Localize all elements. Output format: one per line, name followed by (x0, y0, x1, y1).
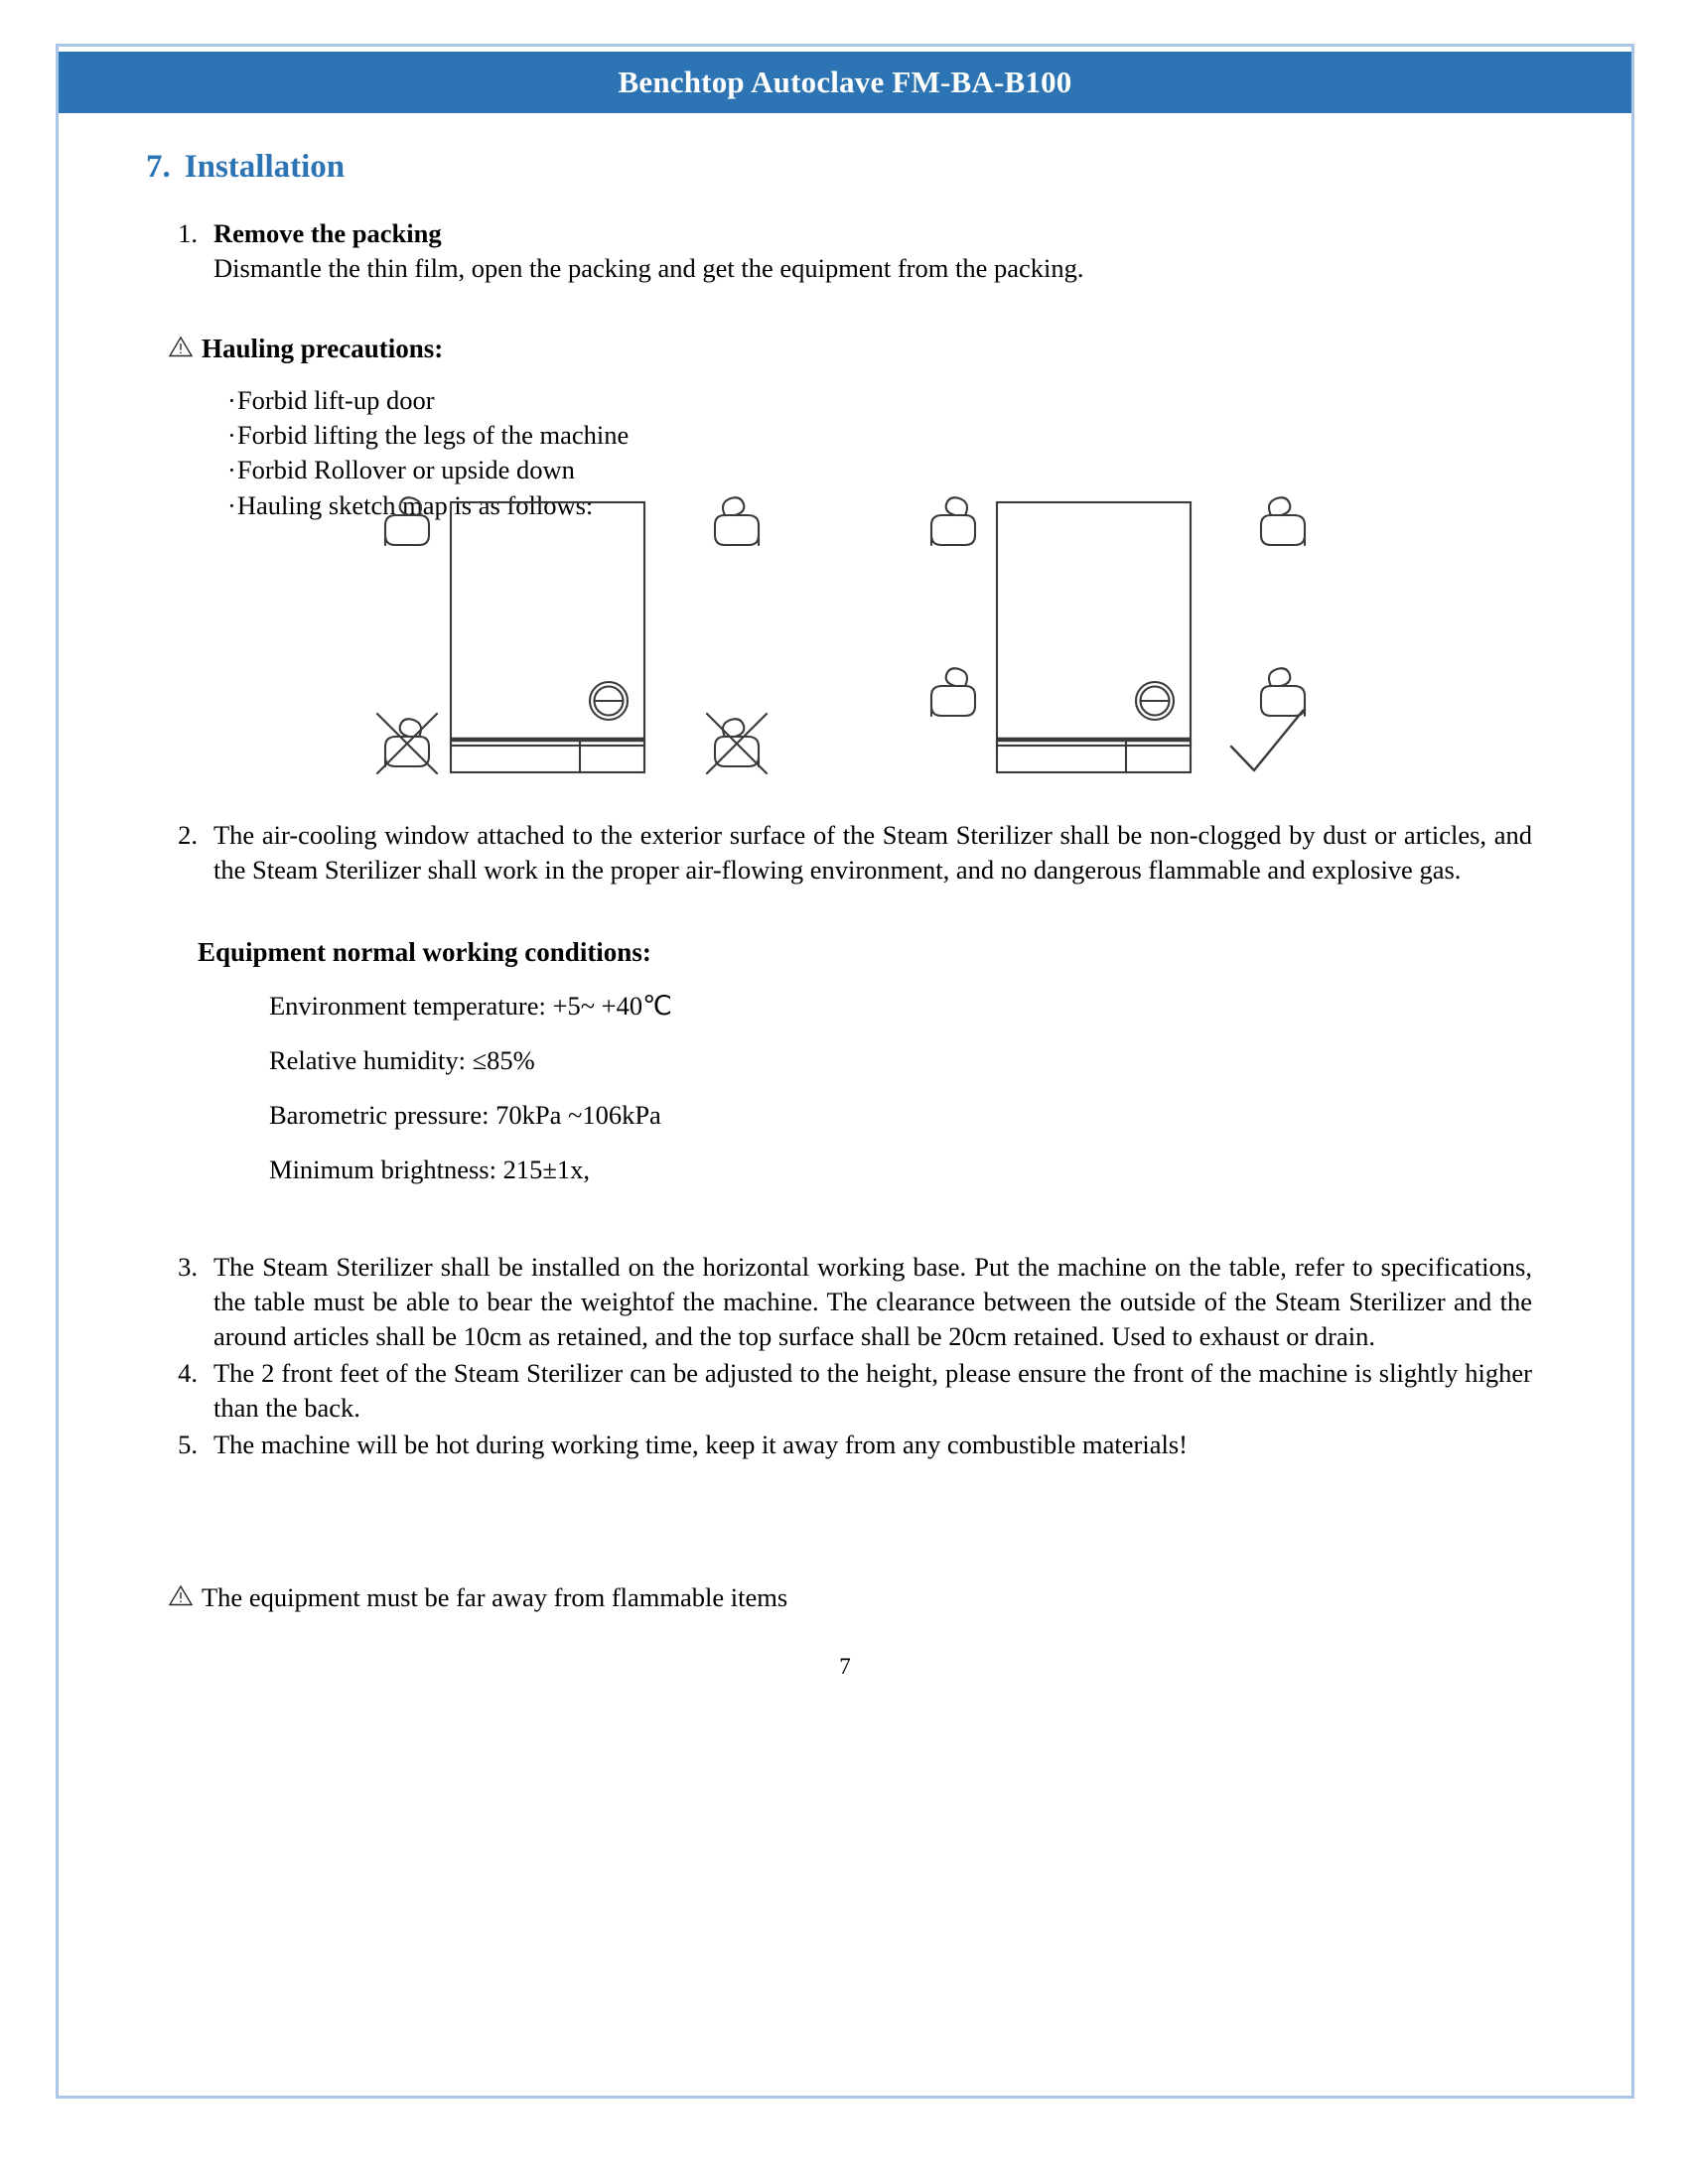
checkmark-icon (1231, 711, 1303, 770)
list-item-3 (162, 1250, 1532, 1354)
item-5-marker: 5. (178, 1429, 198, 1459)
hauling-bullet-1: · Forbid lift-up door (227, 383, 1538, 418)
list-item-4 (162, 1356, 1532, 1426)
item-4-text: The 2 front feet of the Steam Sterilizer can be adjusted to the height, please ensure the front of the machine is slightly higher than the back. (213, 1357, 1532, 1423)
hauling-precautions-label: Hauling precautions: (202, 334, 444, 363)
warning-triangle-icon (168, 334, 202, 367)
list-items-3-5 (162, 1250, 1532, 1462)
spec-minimum-brightness: Minimum brightness: 215±1x, (269, 1155, 590, 1185)
item-1-text: Dismantle the thin film, open the packing and get the equipment from the packing. (213, 252, 1084, 283)
item-5-text: The machine will be hot during working time, keep it away from any combustible materials! (213, 1429, 1188, 1459)
item-1-heading: Remove the packing (213, 218, 442, 248)
working-conditions-heading: Equipment normal working conditions: (198, 937, 651, 967)
warning-triangle-icon (168, 1582, 202, 1616)
incorrect-hauling-sketch (373, 490, 771, 793)
list-item-2 (162, 818, 1532, 887)
spec-barometric-pressure: Barometric pressure: 70kPa ~106kPa (269, 1100, 661, 1131)
section-number: 7. (146, 149, 171, 185)
item-3-text: The Steam Sterilizer shall be installed on the horizontal working base. Put the machine on the table, refer to specifications, the table must be able to bear the weightof the machine. The clearance between the outside of the Steam Sterilizer and the around articles shall be 10cm as retained, and the top surface shall be 20cm retained. Used to exhaust or drain. (213, 1252, 1532, 1351)
spec-environment-temperature: Environment temperature: +5~ +40℃ (269, 991, 672, 1021)
list-item-5 (162, 1428, 1532, 1462)
section-heading (146, 149, 345, 186)
section-title: Installation (184, 149, 346, 185)
spec-relative-humidity: Relative humidity: ≤85% (269, 1045, 535, 1076)
page-number: 7 (839, 1654, 851, 1679)
footer-warning-row (168, 1582, 1538, 1616)
hauling-bullet-4: · Hauling sketch map is as follows: (227, 488, 1538, 523)
item-2-text: The air-cooling window attached to the exterior surface of the Steam Sterilizer shall be non-clogged by dust or articles, and the Steam Sterilizer shall work in the proper air-flowing environment, and no dangerous flammable and explosive gas. (213, 820, 1532, 885)
correct-hauling-sketch (919, 490, 1317, 793)
item-3-marker: 3. (178, 1252, 198, 1282)
hauling-sketch-diagrams (59, 490, 1631, 793)
working-conditions-block (198, 937, 1389, 1187)
document-title: Benchtop Autoclave FM-BA-B100 (618, 65, 1072, 99)
footer-warning-text: The equipment must be far away from flammable items (202, 1582, 788, 1612)
item-4-marker: 4. (178, 1357, 198, 1388)
page-content (59, 113, 1631, 2096)
page-frame (56, 44, 1634, 2099)
document-header-banner (59, 52, 1631, 113)
item-1-marker: 1. (178, 218, 198, 248)
hauling-bullet-3: · Forbid Rollover or upside down (227, 453, 1538, 487)
item-2-marker: 2. (178, 820, 198, 850)
list-item-1 (162, 216, 1532, 286)
hauling-bullet-2: · Forbid lifting the legs of the machine (227, 418, 1538, 453)
